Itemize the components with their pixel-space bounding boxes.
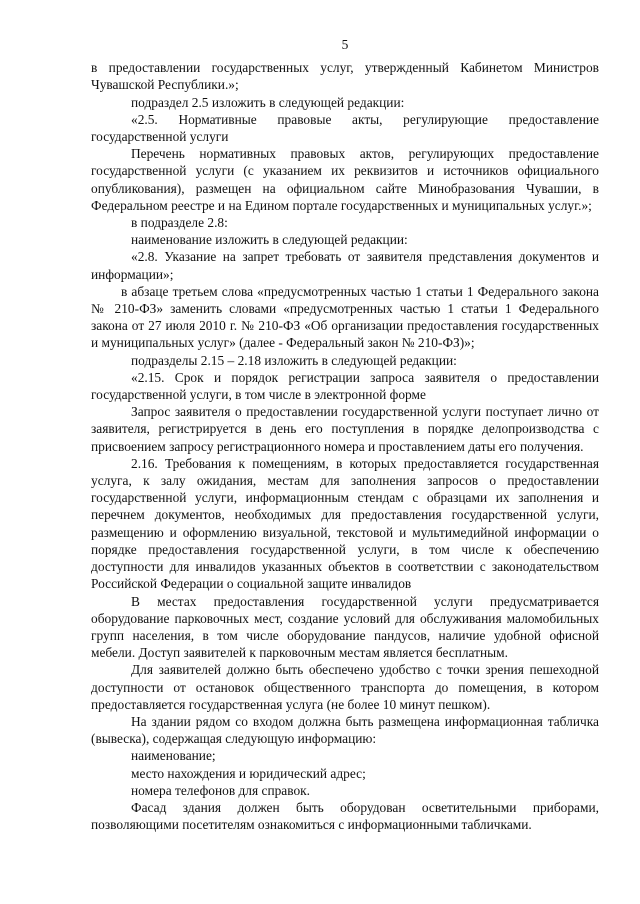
paragraph: в подразделе 2.8: — [131, 215, 228, 231]
page-number: 5 — [341, 37, 349, 52]
paragraph: В местах предоставления государственной услуги предусматривается оборудование парковочных мест, создание условий для обслуживания маломобильных групп населения, в том числе оборудование пандусов, наличие удобной офисной мебели. Доступ заявителей к парковочным местам является бесплатным. — [91, 593, 599, 661]
paragraph: Фасад здания должен быть оборудован осветительными приборами, позволяющими посетителям ознакомиться с информационными табличками. — [91, 799, 599, 833]
paragraph: Для заявителей должно быть обеспечено удобство с точки зрения пешеходной доступности от остановок общественного транспорта до помещения, в котором предоставляется государственная услуга (не более 10 минут пешком). — [91, 662, 599, 712]
paragraph: «2.8. Указание на запрет требовать от заявителя представления документов и информации»; — [91, 249, 599, 282]
paragraph: На здании рядом со входом должна быть размещена информационная табличка (вывеска), содержащая следующую информацию: — [91, 713, 599, 747]
paragraph: в абзаце третьем слова «предусмотренных частью 1 статьи 1 Федерального закона № 210-ФЗ» заменить словами «предусмотренных частью 1 статьи 1 Федерального закона от 27 июля 2010 г. № 210-ФЗ «Об организации предоставления государственных и муниципальных услуг» (далее - Федеральный закон № 210-ФЗ)»; — [91, 283, 599, 351]
paragraph: Перечень нормативных правовых актов, регулирующих предоставление государственной услуги (с указанием их реквизитов и источников официального опубликования), размещен на официальном сайте Минобразования Чувашии, в Федеральном реестре и на Едином портале государственных и муниципальных услуг.»; — [91, 146, 599, 213]
paragraph: «2.15. Срок и порядок регистрации запроса заявителя о предоставлении государственной услуги, в том числе в электронной форме — [91, 369, 599, 403]
paragraph: 2.16. Требования к помещениям, в которых предоставляется государственная услуга, к залу ожидания, местам для заполнения запросов о предоставлении государственной услуги, информационным стендам с образцами их заполнения и перечнем документов, необходимых для предоставления государственной услуги, размещению и оформлению визуальной, текстовой и мультимедийной информации о порядке предоставления государственной услуги, в том числе к обеспечению доступности для инвалидов указанных объектов в соответствии с законодательством Российской Федерации о социальной защите инвалидов — [91, 455, 599, 592]
paragraph: наименование изложить в следующей редакции: — [131, 232, 408, 248]
paragraph: «2.5. Нормативные правовые акты, регулирующие предоставление государственной услуги — [91, 111, 599, 145]
paragraph: Запрос заявителя о предоставлении государственной услуги поступает лично от заявителя, регистрируется в день его поступления в порядке делопроизводства с присвоением запросу регистрационного номера и проставлением даты его получения. — [91, 404, 599, 454]
paragraph: подразделы 2.15 – 2.18 изложить в следующей редакции: — [131, 352, 457, 368]
document-page — [91, 36, 599, 833]
paragraph: место нахождения и юридический адрес; — [131, 765, 366, 781]
paragraph: номера телефонов для справок. — [131, 782, 311, 798]
paragraph: в предоставлении государственных услуг, утвержденный Кабинетом Министров Чувашской Республики.»; — [91, 60, 599, 93]
paragraph: подраздел 2.5 изложить в следующей редакции: — [131, 94, 405, 110]
paragraph: наименование; — [131, 748, 216, 764]
